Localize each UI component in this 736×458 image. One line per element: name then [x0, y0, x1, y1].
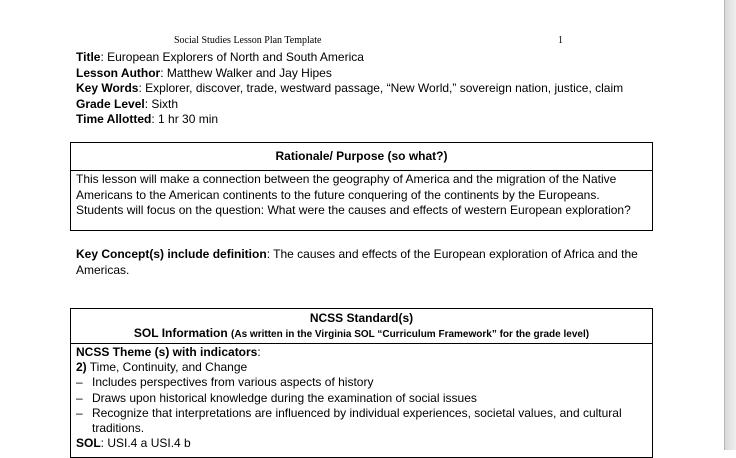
time-value: : 1 hr 30 min — [151, 112, 219, 127]
keywords-value: : Explorer, discover, trade, westward passage, “New World,” sovereign nation, justice, claim — [138, 81, 624, 96]
concept-text: : The causes and effects of the European exploration of Africa and the Americas. — [76, 247, 638, 277]
bullet-text: Draws upon historical knowledge during the examination of social issues — [92, 390, 477, 405]
dash-bullet-icon: – — [76, 375, 83, 390]
sol-line — [76, 436, 647, 451]
keywords-label: Key Words — [76, 81, 139, 96]
time-row — [76, 112, 623, 128]
standards-body — [71, 344, 652, 451]
sol-heading-note: (As written in the Virginia SOL “Curriculum Framework” for the grade level) — [231, 329, 590, 340]
list-item — [76, 406, 647, 436]
bullet-text: Includes perspectives from various aspects of history — [92, 375, 374, 390]
time-label: Time Allotted — [76, 112, 152, 127]
author-value: : Matthew Walker and Jay Hipes — [160, 65, 332, 80]
standards-heading — [71, 309, 652, 344]
page-number: 1 — [558, 35, 563, 46]
title-row — [76, 50, 623, 66]
grade-value: : Sixth — [144, 96, 179, 111]
rationale-box — [70, 142, 653, 231]
theme-number: 2) — [76, 360, 87, 375]
theme-line — [76, 360, 647, 375]
header-title: Social Studies Lesson Plan Template — [174, 35, 322, 46]
theme-name: Time, Continuity, and Change — [86, 360, 248, 375]
sol-label: SOL — [76, 436, 101, 451]
key-concept — [76, 247, 666, 278]
author-row — [76, 66, 623, 82]
theme-heading — [76, 345, 647, 360]
keywords-row — [76, 81, 623, 97]
theme-label: NCSS Theme (s) with indicators — [76, 345, 258, 359]
list-item — [76, 391, 647, 406]
dash-bullet-icon: – — [76, 405, 83, 420]
concept-label: Key Concept(s) include definition — [76, 247, 267, 261]
lesson-info — [76, 50, 623, 128]
sol-heading-label: SOL Information — [133, 326, 228, 340]
title-label: Title — [76, 50, 101, 64]
rationale-heading: Rationale/ Purpose (so what?) — [71, 143, 652, 171]
grade-row — [76, 97, 623, 113]
ncss-heading: NCSS Standard(s) — [309, 311, 414, 325]
grade-label: Grade Level — [76, 96, 145, 111]
list-item — [76, 375, 647, 390]
standards-box — [70, 308, 653, 458]
dash-bullet-icon: – — [76, 390, 83, 405]
sol-value: : USI.4 a USI.4 b — [100, 436, 191, 451]
rationale-body: This lesson will make a connection between the geography of America and the migration of the Native Americans to the American continents to the future conquering of the continents by the Europeans. Students will focus on the question: What were the causes and effects of western European exploration? — [76, 172, 631, 218]
sol-heading — [71, 326, 652, 342]
title-value: : European Explorers of North and South America — [100, 50, 364, 64]
theme-colon: : — [257, 345, 261, 359]
bullet-text: Recognize that interpretations are influenced by individual experiences, societal values, and cultural traditions. — [92, 405, 622, 436]
page-edge — [724, 0, 736, 450]
author-label: Lesson Author — [76, 65, 161, 80]
